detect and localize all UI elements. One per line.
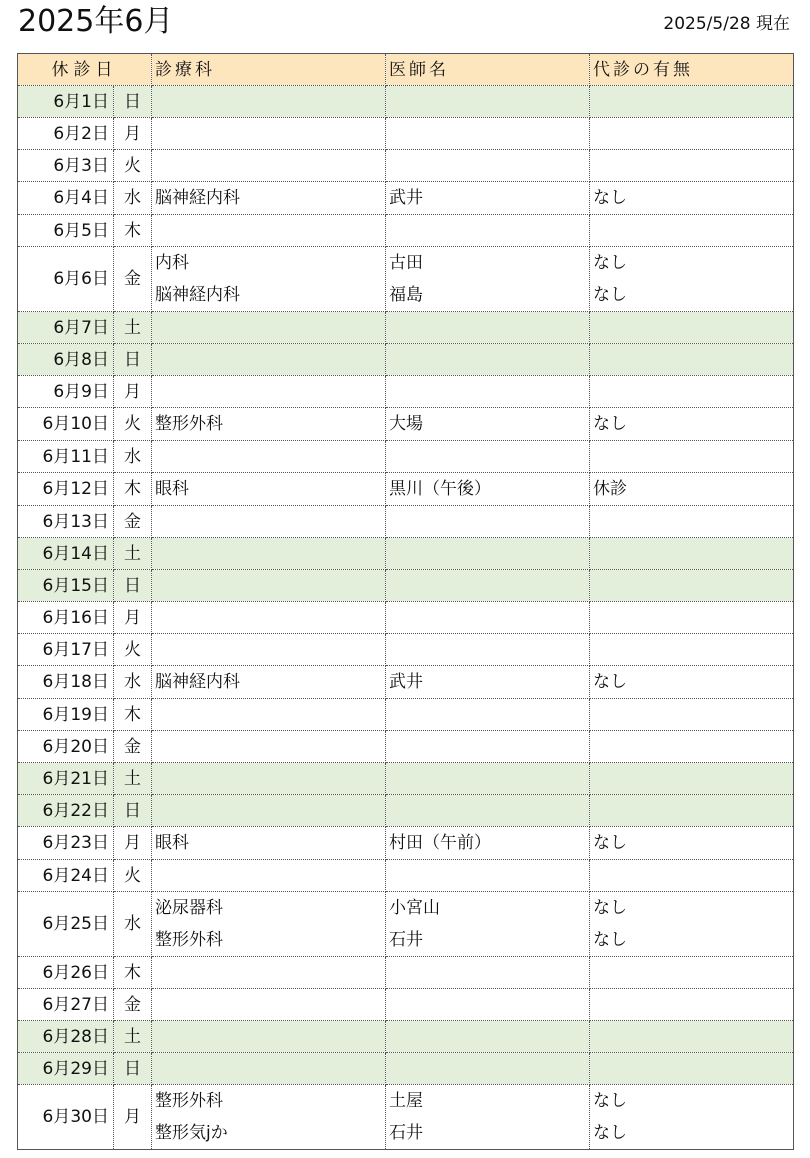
cell-doctor — [386, 441, 590, 473]
cell-day-of-week: 水 — [114, 441, 152, 473]
cell-day-of-week: 日 — [114, 795, 152, 827]
table-row — [18, 506, 794, 538]
cell-substitute — [590, 215, 794, 247]
department-entry: 脳神経内科 — [155, 285, 240, 305]
cell-department — [152, 1053, 386, 1085]
substitute-entry: なし — [593, 898, 627, 918]
cell-date: 6月5日 — [18, 215, 114, 247]
department-entry: 整形外科 — [155, 930, 223, 950]
substitute-entry: 休診 — [593, 479, 627, 499]
cell-department — [152, 441, 386, 473]
cell-day-of-week: 木 — [114, 957, 152, 989]
table-row — [18, 989, 794, 1021]
cell-department — [152, 634, 386, 666]
cell-doctor — [386, 989, 590, 1021]
table-row — [18, 1085, 794, 1150]
cell-department — [152, 247, 386, 312]
cell-substitute — [590, 86, 794, 118]
table-row — [18, 182, 794, 215]
table-row — [18, 763, 794, 795]
cell-department — [152, 666, 386, 699]
table-row — [18, 1053, 794, 1085]
cell-date: 6月19日 — [18, 699, 114, 731]
cell-day-of-week: 火 — [114, 408, 152, 441]
cell-substitute — [590, 892, 794, 957]
cell-department — [152, 312, 386, 344]
substitute-entry: なし — [593, 285, 627, 305]
cell-substitute — [590, 182, 794, 215]
cell-substitute — [590, 634, 794, 666]
cell-substitute — [590, 860, 794, 892]
table-row — [18, 118, 794, 150]
cell-date: 6月16日 — [18, 602, 114, 634]
department-entry: 脳神経内科 — [155, 188, 240, 208]
cell-day-of-week: 日 — [114, 86, 152, 118]
department-entry: 眼科 — [155, 479, 189, 499]
cell-doctor — [386, 215, 590, 247]
cell-doctor — [386, 602, 590, 634]
cell-day-of-week: 日 — [114, 1053, 152, 1085]
doctor-entry: 小宮山 — [389, 898, 440, 918]
cell-day-of-week: 土 — [114, 763, 152, 795]
cell-department — [152, 376, 386, 408]
cell-substitute — [590, 1085, 794, 1150]
cell-department — [152, 150, 386, 182]
cell-date: 6月3日 — [18, 150, 114, 182]
cell-substitute — [590, 699, 794, 731]
cell-day-of-week: 月 — [114, 118, 152, 150]
cell-department — [152, 538, 386, 570]
cell-department — [152, 827, 386, 860]
cell-day-of-week: 水 — [114, 666, 152, 699]
cell-substitute — [590, 247, 794, 312]
substitute-entry: なし — [593, 1123, 627, 1143]
cell-date: 6月30日 — [18, 1085, 114, 1150]
page-title: 2025年6月 — [18, 4, 174, 39]
cell-department — [152, 957, 386, 989]
cell-department — [152, 989, 386, 1021]
table-row — [18, 602, 794, 634]
cell-date: 6月28日 — [18, 1021, 114, 1053]
cell-date: 6月29日 — [18, 1053, 114, 1085]
cell-doctor — [386, 408, 590, 441]
table-header-row — [18, 54, 794, 86]
table-row — [18, 344, 794, 376]
cell-date: 6月13日 — [18, 506, 114, 538]
cell-substitute — [590, 312, 794, 344]
doctor-entry: 武井 — [389, 188, 423, 208]
table-row — [18, 408, 794, 441]
cell-substitute — [590, 989, 794, 1021]
substitute-entry: なし — [593, 1091, 627, 1111]
cell-substitute — [590, 376, 794, 408]
table-row — [18, 699, 794, 731]
cell-department — [152, 602, 386, 634]
cell-day-of-week: 木 — [114, 699, 152, 731]
cell-day-of-week: 水 — [114, 182, 152, 215]
table-row — [18, 827, 794, 860]
header-substitute: 代診の有無 — [590, 54, 794, 86]
cell-doctor — [386, 763, 590, 795]
header-department: 診療科 — [152, 54, 386, 86]
cell-substitute — [590, 118, 794, 150]
cell-department — [152, 182, 386, 215]
cell-department — [152, 570, 386, 602]
cell-day-of-week: 金 — [114, 247, 152, 312]
cell-substitute — [590, 827, 794, 860]
table-row — [18, 634, 794, 666]
cell-day-of-week: 月 — [114, 827, 152, 860]
cell-day-of-week: 土 — [114, 312, 152, 344]
cell-department — [152, 506, 386, 538]
cell-date: 6月7日 — [18, 312, 114, 344]
cell-date: 6月20日 — [18, 731, 114, 763]
cell-date: 6月17日 — [18, 634, 114, 666]
cell-substitute — [590, 344, 794, 376]
table-row — [18, 312, 794, 344]
doctor-entry: 黒川（午後） — [389, 479, 491, 499]
cell-doctor — [386, 1053, 590, 1085]
closure-schedule-table — [17, 53, 794, 1150]
cell-day-of-week: 木 — [114, 215, 152, 247]
cell-substitute — [590, 1021, 794, 1053]
doctor-entry: 福島 — [389, 285, 423, 305]
cell-substitute — [590, 473, 794, 506]
cell-doctor — [386, 795, 590, 827]
cell-department — [152, 731, 386, 763]
cell-date: 6月24日 — [18, 860, 114, 892]
table-row — [18, 215, 794, 247]
cell-day-of-week: 木 — [114, 473, 152, 506]
cell-substitute — [590, 570, 794, 602]
cell-doctor — [386, 892, 590, 957]
table-row — [18, 1021, 794, 1053]
cell-department — [152, 892, 386, 957]
cell-doctor — [386, 86, 590, 118]
cell-doctor — [386, 1021, 590, 1053]
cell-doctor — [386, 312, 590, 344]
cell-date: 6月12日 — [18, 473, 114, 506]
cell-date: 6月22日 — [18, 795, 114, 827]
cell-substitute — [590, 538, 794, 570]
cell-department — [152, 860, 386, 892]
cell-department — [152, 1085, 386, 1150]
table-row — [18, 538, 794, 570]
cell-day-of-week: 金 — [114, 989, 152, 1021]
as-of-date: 2025/5/28 現在 — [663, 14, 790, 34]
cell-department — [152, 763, 386, 795]
cell-date: 6月2日 — [18, 118, 114, 150]
cell-doctor — [386, 860, 590, 892]
cell-substitute — [590, 441, 794, 473]
cell-date: 6月27日 — [18, 989, 114, 1021]
department-entry: 整形外科 — [155, 1091, 223, 1111]
cell-substitute — [590, 731, 794, 763]
cell-substitute — [590, 795, 794, 827]
department-entry: 泌尿器科 — [155, 898, 223, 918]
cell-doctor — [386, 182, 590, 215]
cell-date: 6月21日 — [18, 763, 114, 795]
substitute-entry: なし — [593, 930, 627, 950]
cell-substitute — [590, 506, 794, 538]
cell-department — [152, 215, 386, 247]
table-row — [18, 247, 794, 312]
doctor-entry: 村田（午前） — [389, 833, 491, 853]
cell-day-of-week: 月 — [114, 602, 152, 634]
table-row — [18, 860, 794, 892]
cell-doctor — [386, 538, 590, 570]
cell-date: 6月10日 — [18, 408, 114, 441]
table-row — [18, 441, 794, 473]
cell-day-of-week: 土 — [114, 1021, 152, 1053]
cell-day-of-week: 火 — [114, 634, 152, 666]
cell-day-of-week: 水 — [114, 892, 152, 957]
doctor-entry: 大場 — [389, 414, 423, 434]
doctor-entry: 石井 — [389, 930, 423, 950]
cell-day-of-week: 火 — [114, 150, 152, 182]
cell-doctor — [386, 666, 590, 699]
substitute-entry: なし — [593, 833, 627, 853]
cell-date: 6月9日 — [18, 376, 114, 408]
cell-department — [152, 795, 386, 827]
table-row — [18, 150, 794, 182]
cell-date: 6月26日 — [18, 957, 114, 989]
cell-substitute — [590, 957, 794, 989]
cell-doctor — [386, 150, 590, 182]
cell-doctor — [386, 699, 590, 731]
cell-department — [152, 344, 386, 376]
cell-day-of-week: 月 — [114, 1085, 152, 1150]
cell-day-of-week: 日 — [114, 570, 152, 602]
cell-doctor — [386, 827, 590, 860]
cell-day-of-week: 火 — [114, 860, 152, 892]
cell-department — [152, 473, 386, 506]
cell-department — [152, 699, 386, 731]
table-row — [18, 731, 794, 763]
table-row — [18, 86, 794, 118]
cell-substitute — [590, 408, 794, 441]
cell-date: 6月11日 — [18, 441, 114, 473]
cell-substitute — [590, 666, 794, 699]
cell-department — [152, 86, 386, 118]
cell-date: 6月4日 — [18, 182, 114, 215]
department-entry: 眼科 — [155, 833, 189, 853]
table-row — [18, 795, 794, 827]
cell-date: 6月14日 — [18, 538, 114, 570]
substitute-entry: なし — [593, 414, 627, 434]
department-entry: 整形気jか — [155, 1123, 228, 1143]
doctor-entry: 古田 — [389, 253, 423, 273]
table-row — [18, 473, 794, 506]
cell-doctor — [386, 634, 590, 666]
table-row — [18, 666, 794, 699]
header-doctor: 医師名 — [386, 54, 590, 86]
substitute-entry: なし — [593, 188, 627, 208]
cell-doctor — [386, 376, 590, 408]
cell-date: 6月6日 — [18, 247, 114, 312]
table-row — [18, 376, 794, 408]
substitute-entry: なし — [593, 253, 627, 273]
cell-doctor — [386, 344, 590, 376]
cell-doctor — [386, 118, 590, 150]
department-entry: 内科 — [155, 253, 189, 273]
doctor-entry: 土屋 — [389, 1091, 423, 1111]
cell-date: 6月25日 — [18, 892, 114, 957]
cell-day-of-week: 金 — [114, 731, 152, 763]
cell-substitute — [590, 602, 794, 634]
cell-day-of-week: 土 — [114, 538, 152, 570]
cell-day-of-week: 金 — [114, 506, 152, 538]
cell-date: 6月18日 — [18, 666, 114, 699]
cell-date: 6月8日 — [18, 344, 114, 376]
header-date: 休診日 — [18, 54, 152, 86]
cell-substitute — [590, 150, 794, 182]
table-body — [18, 86, 794, 1150]
doctor-entry: 石井 — [389, 1123, 423, 1143]
cell-date: 6月15日 — [18, 570, 114, 602]
cell-substitute — [590, 1053, 794, 1085]
cell-day-of-week: 日 — [114, 344, 152, 376]
department-entry: 脳神経内科 — [155, 672, 240, 692]
cell-department — [152, 408, 386, 441]
cell-doctor — [386, 570, 590, 602]
cell-doctor — [386, 1085, 590, 1150]
cell-date: 6月23日 — [18, 827, 114, 860]
cell-substitute — [590, 763, 794, 795]
cell-doctor — [386, 473, 590, 506]
cell-doctor — [386, 957, 590, 989]
cell-doctor — [386, 506, 590, 538]
table-row — [18, 570, 794, 602]
cell-department — [152, 1021, 386, 1053]
doctor-entry: 武井 — [389, 672, 423, 692]
table-row — [18, 957, 794, 989]
cell-doctor — [386, 247, 590, 312]
cell-date: 6月1日 — [18, 86, 114, 118]
substitute-entry: なし — [593, 672, 627, 692]
department-entry: 整形外科 — [155, 414, 223, 434]
cell-day-of-week: 月 — [114, 376, 152, 408]
cell-doctor — [386, 731, 590, 763]
table-row — [18, 892, 794, 957]
cell-department — [152, 118, 386, 150]
